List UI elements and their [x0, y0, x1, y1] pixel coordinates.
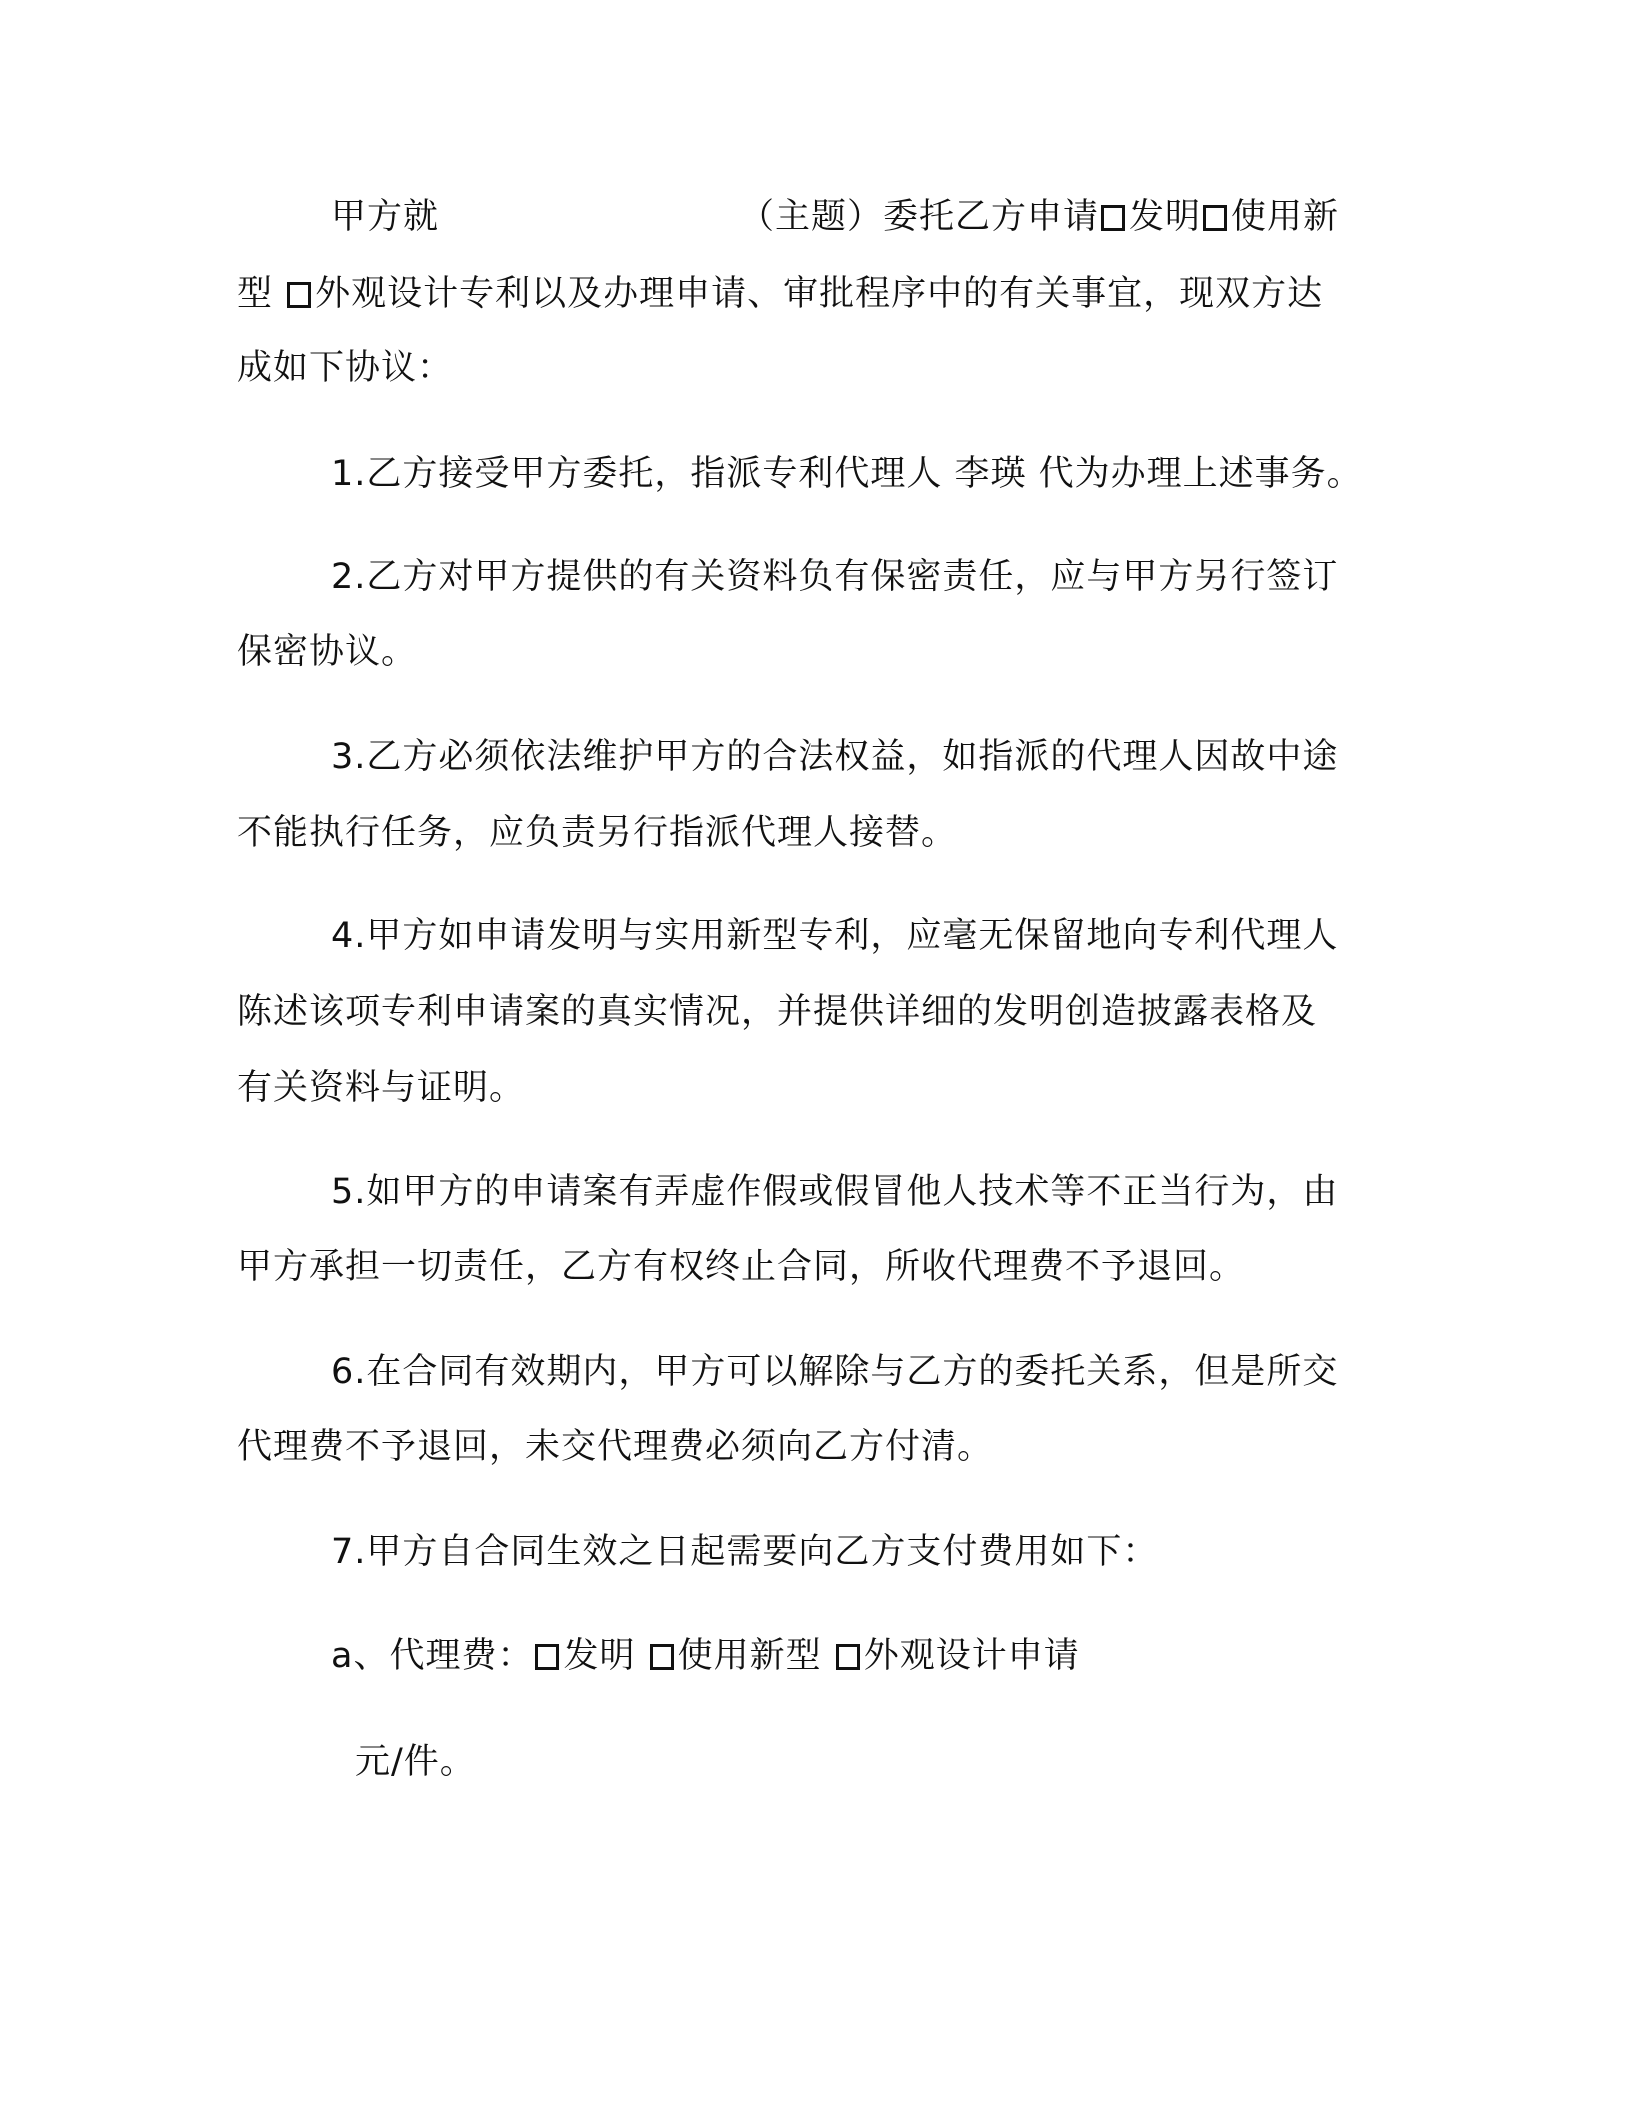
intro-text-subject: （主题）委托乙方申请 — [739, 197, 1100, 237]
fee-a-line — [331, 1634, 1080, 1678]
intro-opt-invention: 发明 — [1129, 197, 1202, 237]
clause-5-line-1: 5.如甲方的申请案有弄虚作假或假冒他人技术等不正当行为，由 — [331, 1172, 1339, 1212]
fee-design-checkbox[interactable] — [836, 1644, 860, 1670]
clause-4-line-1: 4.甲方如申请发明与实用新型专利，应毫无保留地向专利代理人 — [331, 916, 1339, 956]
clause-7: 7.甲方自合同生效之日起需要向乙方支付费用如下： — [331, 1532, 1159, 1572]
fee-opt-invention: 发明 — [563, 1636, 636, 1676]
fee-unit-line — [355, 1740, 476, 1784]
fee-opt-utility: 使用新型 — [677, 1636, 822, 1676]
fee-a-label: a、代理费： — [331, 1636, 534, 1676]
invention-checkbox[interactable] — [1101, 205, 1125, 231]
intro-text-type: 型 — [237, 274, 274, 314]
utility-checkbox[interactable] — [1203, 205, 1227, 231]
fee-opt-design: 外观设计申请 — [863, 1636, 1080, 1676]
clause-2-line-2: 保密协议。 — [237, 632, 418, 672]
clause-1: 1.乙方接受甲方委托，指派专利代理人 李瑛 代为办理上述事务。 — [331, 454, 1363, 494]
intro-line-1 — [331, 195, 1339, 239]
clause-3-line-1: 3.乙方必须依法维护甲方的合法权益，如指派的代理人因故中途 — [331, 737, 1339, 777]
intro-line-3: 成如下协议： — [237, 348, 454, 388]
clause-2-line-1: 2.乙方对甲方提供的有关资料负有保密责任，应与甲方另行签订 — [331, 557, 1339, 597]
clause-4-line-3: 有关资料与证明。 — [237, 1068, 526, 1108]
intro-text-party-a: 甲方就 — [331, 197, 440, 237]
clause-4-line-2: 陈述该项专利申请案的真实情况，并提供详细的发明创造披露表格及 — [237, 992, 1318, 1032]
clause-6-line-1: 6.在合同有效期内，甲方可以解除与乙方的委托关系，但是所交 — [331, 1352, 1339, 1392]
design-checkbox[interactable] — [287, 282, 311, 308]
intro-opt-utility: 使用新 — [1231, 197, 1340, 237]
intro-text-design: 外观设计专利以及办理申请、审批程序中的有关事宜，现双方达 — [315, 274, 1324, 314]
fee-utility-checkbox[interactable] — [650, 1644, 674, 1670]
intro-line-2 — [237, 272, 1323, 316]
fee-invention-checkbox[interactable] — [535, 1644, 559, 1670]
clause-3-line-2: 不能执行任务，应负责另行指派代理人接替。 — [237, 813, 958, 853]
clause-6-line-2: 代理费不予退回，未交代理费必须向乙方付清。 — [237, 1427, 994, 1467]
fee-unit: 元/件。 — [355, 1742, 476, 1782]
clause-5-line-2: 甲方承担一切责任，乙方有权终止合同，所收代理费不予退回。 — [237, 1247, 1246, 1287]
